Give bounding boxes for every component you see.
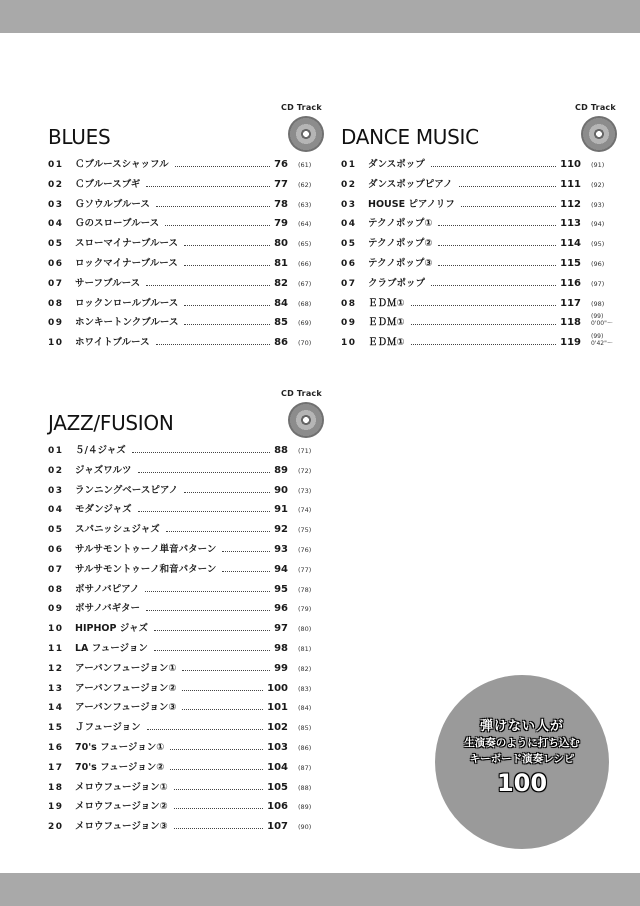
item-track: (62) bbox=[298, 180, 312, 189]
item-page: 80 bbox=[274, 238, 288, 250]
item-title: ５/４ジャズ bbox=[75, 445, 126, 456]
leader-dots bbox=[222, 551, 270, 552]
item-number: 03 bbox=[48, 199, 64, 210]
item-track: (67) bbox=[298, 279, 312, 288]
toc-row bbox=[341, 313, 626, 330]
item-track: (75) bbox=[298, 526, 312, 535]
item-track: (81) bbox=[298, 645, 312, 653]
toc-row bbox=[48, 464, 333, 478]
toc-row bbox=[48, 178, 333, 192]
item-track: (72) bbox=[298, 466, 312, 475]
item-page: 81 bbox=[274, 258, 288, 269]
item-title: アーバンフュージョン② bbox=[75, 682, 177, 694]
item-track: (63) bbox=[298, 200, 312, 209]
item-page: 88 bbox=[274, 445, 288, 456]
item-title: テクノポップ② bbox=[368, 238, 433, 250]
item-number: 04 bbox=[48, 505, 64, 516]
item-title: Ｃブルースブギ bbox=[75, 178, 141, 190]
item-title: アーバンフュージョン① bbox=[75, 662, 177, 674]
toc-row bbox=[48, 217, 333, 231]
leader-dots bbox=[411, 324, 556, 325]
leader-dots bbox=[459, 186, 556, 187]
leader-dots bbox=[174, 808, 263, 809]
toc-row bbox=[48, 800, 333, 814]
leader-dots bbox=[156, 206, 270, 207]
item-title: ジャズワルツ bbox=[75, 464, 132, 476]
item-page: 100 bbox=[267, 682, 288, 694]
item-track: (61) bbox=[298, 161, 312, 169]
item-number: 07 bbox=[48, 278, 64, 289]
item-title: メロウフュージョン① bbox=[75, 781, 168, 793]
item-number: 04 bbox=[341, 219, 357, 230]
toc-row bbox=[48, 563, 333, 577]
item-number: 06 bbox=[341, 259, 357, 269]
toc-row bbox=[48, 781, 333, 795]
item-number: 05 bbox=[48, 525, 64, 536]
item-track: (85) bbox=[298, 724, 312, 733]
item-number: 12 bbox=[48, 663, 64, 674]
item-page: 93 bbox=[274, 544, 288, 555]
item-page: 92 bbox=[274, 524, 288, 536]
toc-row bbox=[48, 444, 333, 458]
toc-row bbox=[341, 178, 626, 192]
toc-row bbox=[48, 543, 333, 557]
item-title: ダンスポップ bbox=[368, 159, 425, 170]
item-track: (65) bbox=[298, 240, 312, 249]
badge-line-2: 生演奏のように打ち込む bbox=[464, 737, 580, 749]
leader-dots bbox=[184, 492, 270, 493]
item-page: 94 bbox=[274, 563, 288, 575]
toc-row bbox=[341, 257, 626, 271]
toc-row bbox=[48, 158, 333, 172]
item-track-time: 0'42"～ bbox=[591, 340, 613, 348]
item-title: ダンスポップピアノ bbox=[368, 178, 453, 190]
item-page: 82 bbox=[274, 277, 288, 289]
leader-dots bbox=[184, 265, 270, 266]
toc-row bbox=[48, 277, 333, 291]
item-number: 05 bbox=[48, 239, 64, 250]
toc-row bbox=[341, 333, 626, 350]
leader-dots bbox=[182, 690, 263, 691]
item-page: 79 bbox=[274, 218, 288, 230]
item-track: (89) bbox=[298, 803, 312, 812]
section-title: BLUES bbox=[48, 125, 111, 149]
item-number: 01 bbox=[341, 160, 357, 170]
item-track: (82) bbox=[298, 664, 312, 673]
item-track: (64) bbox=[298, 220, 312, 229]
toc-row bbox=[48, 336, 333, 350]
book-title-badge bbox=[435, 675, 609, 849]
item-page: 95 bbox=[274, 583, 288, 595]
leader-dots bbox=[165, 225, 270, 226]
item-track: (77) bbox=[298, 565, 312, 574]
item-track: (90) bbox=[298, 823, 312, 832]
item-title: 70's フュージョン② bbox=[75, 761, 165, 773]
item-title: ボサノバギター bbox=[75, 603, 140, 615]
leader-dots bbox=[174, 828, 263, 829]
item-number: 08 bbox=[48, 584, 64, 595]
item-number: 02 bbox=[341, 179, 357, 190]
item-title: クラブポップ bbox=[368, 277, 426, 289]
item-number: 08 bbox=[48, 298, 64, 309]
leader-dots bbox=[147, 729, 263, 730]
item-title: ＥＤＭ① bbox=[368, 337, 405, 349]
leader-dots bbox=[184, 305, 270, 306]
item-page: 119 bbox=[560, 337, 581, 349]
item-track: (99) bbox=[591, 333, 604, 341]
cd-disc-icon bbox=[288, 116, 324, 152]
item-page: 106 bbox=[267, 801, 288, 813]
item-title: 70's フュージョン① bbox=[75, 742, 165, 753]
item-number: 13 bbox=[48, 683, 64, 694]
item-title: ロックマイナーブルース bbox=[75, 258, 178, 269]
leader-dots bbox=[175, 166, 270, 167]
item-page: 112 bbox=[560, 198, 581, 210]
toc-row bbox=[48, 583, 333, 597]
item-track: (71) bbox=[298, 447, 312, 455]
toc-row bbox=[48, 523, 333, 537]
item-track: (87) bbox=[298, 763, 312, 772]
item-track: (96) bbox=[591, 260, 605, 268]
section-title: DANCE MUSIC bbox=[341, 125, 479, 149]
item-number: 19 bbox=[48, 802, 64, 813]
leader-dots bbox=[145, 591, 270, 592]
item-page: 111 bbox=[560, 178, 581, 190]
item-page: 103 bbox=[267, 742, 288, 753]
item-number: 16 bbox=[48, 743, 64, 753]
item-page: 89 bbox=[274, 464, 288, 476]
item-title: メロウフュージョン② bbox=[75, 801, 168, 813]
item-number: 14 bbox=[48, 703, 64, 714]
item-number: 09 bbox=[341, 318, 357, 329]
item-page: 99 bbox=[274, 662, 288, 674]
toc-row bbox=[48, 622, 333, 636]
item-track-time: 0'00"～ bbox=[591, 320, 613, 328]
item-title: サーフブルース bbox=[75, 277, 141, 289]
toc-row bbox=[48, 761, 333, 775]
item-number: 06 bbox=[48, 259, 64, 269]
item-page: 107 bbox=[267, 821, 288, 833]
leader-dots bbox=[461, 206, 556, 207]
item-page: 113 bbox=[560, 218, 581, 230]
item-track: (94) bbox=[591, 220, 605, 229]
item-title: スパニッシュジャズ bbox=[75, 524, 160, 536]
top-band bbox=[0, 0, 640, 33]
leader-dots bbox=[146, 610, 270, 611]
item-page: 105 bbox=[267, 781, 288, 793]
item-page: 117 bbox=[560, 297, 581, 309]
toc-row bbox=[48, 701, 333, 715]
bottom-band bbox=[0, 873, 640, 906]
item-track: (66) bbox=[298, 260, 312, 268]
item-page: 86 bbox=[274, 337, 288, 349]
item-title: スローマイナーブルース bbox=[75, 238, 178, 250]
leader-dots bbox=[146, 285, 270, 286]
item-title: モダンジャズ bbox=[75, 504, 132, 516]
item-track: (99) bbox=[591, 313, 604, 321]
toc-row bbox=[48, 642, 333, 656]
item-title: テクノポップ③ bbox=[368, 258, 433, 269]
item-title: Ｊフュージョン bbox=[75, 722, 141, 734]
item-number: 01 bbox=[48, 446, 64, 456]
toc-row bbox=[48, 316, 333, 330]
leader-dots bbox=[132, 452, 270, 453]
leader-dots bbox=[438, 225, 556, 226]
toc-row bbox=[48, 602, 333, 616]
badge-line-1: 弾けない人が bbox=[479, 719, 564, 734]
leader-dots bbox=[431, 166, 556, 167]
item-title: ランニングベースピアノ bbox=[75, 484, 179, 496]
leader-dots bbox=[146, 186, 270, 187]
item-title: ＥＤＭ① bbox=[368, 317, 405, 329]
item-page: 110 bbox=[560, 159, 581, 170]
badge-line-4: 100 bbox=[496, 769, 548, 797]
item-number: 09 bbox=[48, 604, 64, 615]
item-title: アーバンフュージョン③ bbox=[75, 702, 177, 714]
leader-dots bbox=[222, 571, 270, 572]
leader-dots bbox=[184, 245, 270, 246]
leader-dots bbox=[170, 769, 263, 770]
item-number: 08 bbox=[341, 298, 357, 309]
leader-dots bbox=[182, 709, 263, 710]
item-page: 85 bbox=[274, 317, 288, 329]
item-title: Ｇのスローブルース bbox=[75, 218, 160, 230]
toc-row bbox=[48, 198, 333, 212]
item-track: (68) bbox=[298, 299, 312, 308]
item-track-with-time bbox=[591, 333, 613, 347]
leader-dots bbox=[138, 472, 270, 473]
cd-disc-icon bbox=[581, 116, 617, 152]
section-title: JAZZ/FUSION bbox=[48, 411, 174, 435]
item-page: 77 bbox=[274, 178, 288, 190]
item-page: 115 bbox=[560, 258, 581, 269]
item-track: (73) bbox=[298, 486, 312, 495]
leader-dots bbox=[431, 285, 556, 286]
leader-dots bbox=[174, 789, 263, 790]
item-track: (69) bbox=[298, 319, 312, 328]
leader-dots bbox=[182, 670, 270, 671]
item-title: サルサモントゥーノ和音パターン bbox=[75, 563, 217, 575]
item-page: 91 bbox=[274, 504, 288, 516]
leader-dots bbox=[154, 650, 270, 651]
item-number: 06 bbox=[48, 545, 64, 555]
item-page: 90 bbox=[274, 484, 288, 496]
item-number: 10 bbox=[48, 338, 64, 349]
leader-dots bbox=[411, 344, 556, 345]
item-page: 114 bbox=[560, 238, 581, 250]
item-page: 104 bbox=[267, 761, 288, 773]
item-number: 04 bbox=[48, 219, 64, 230]
item-page: 76 bbox=[274, 159, 288, 170]
item-page: 102 bbox=[267, 722, 288, 734]
toc-row bbox=[48, 721, 333, 735]
toc-row bbox=[48, 503, 333, 517]
item-number: 05 bbox=[341, 239, 357, 250]
leader-dots bbox=[184, 324, 270, 325]
item-track: (91) bbox=[591, 161, 605, 169]
item-title: Ｇソウルブルース bbox=[75, 198, 150, 210]
item-page: 96 bbox=[274, 603, 288, 615]
item-title: テクノポップ① bbox=[368, 218, 433, 230]
toc-row bbox=[48, 484, 333, 498]
toc-row bbox=[48, 237, 333, 251]
item-number: 02 bbox=[48, 179, 64, 190]
item-number: 03 bbox=[341, 199, 357, 210]
item-title: サルサモントゥーノ単音パターン bbox=[75, 544, 217, 555]
leader-dots bbox=[166, 531, 270, 532]
item-title: ホワイトブルース bbox=[75, 337, 150, 349]
item-track: (97) bbox=[591, 279, 605, 288]
item-track: (83) bbox=[298, 684, 312, 693]
item-track: (93) bbox=[591, 200, 605, 209]
item-page: 78 bbox=[274, 198, 288, 210]
item-page: 98 bbox=[274, 643, 288, 654]
item-track: (74) bbox=[298, 506, 312, 515]
item-track: (88) bbox=[298, 783, 312, 792]
toc-row bbox=[48, 662, 333, 676]
item-track: (76) bbox=[298, 546, 312, 554]
item-track-with-time bbox=[591, 313, 613, 327]
toc-row bbox=[341, 158, 626, 172]
item-title: HIPHOP ジャズ bbox=[75, 623, 149, 635]
item-title: LA フュージョン bbox=[75, 643, 148, 654]
badge-line-3: キーボード演奏レシピ bbox=[469, 753, 575, 765]
leader-dots bbox=[154, 630, 270, 631]
item-page: 84 bbox=[274, 297, 288, 309]
item-page: 97 bbox=[274, 623, 288, 635]
leader-dots bbox=[156, 344, 270, 345]
item-track: (84) bbox=[298, 704, 312, 713]
item-page: 101 bbox=[267, 702, 288, 714]
item-number: 18 bbox=[48, 782, 64, 793]
toc-row bbox=[48, 820, 333, 834]
leader-dots bbox=[438, 245, 556, 246]
toc-row bbox=[48, 297, 333, 311]
item-title: メロウフュージョン③ bbox=[75, 821, 168, 833]
leader-dots bbox=[170, 749, 263, 750]
item-title: HOUSE ピアノリフ bbox=[368, 198, 455, 210]
item-title: ホンキートンクブルース bbox=[75, 317, 179, 329]
item-page: 118 bbox=[560, 317, 581, 329]
item-title: ロックンロールブルース bbox=[75, 297, 179, 309]
toc-row bbox=[341, 198, 626, 212]
toc-row bbox=[48, 741, 333, 755]
toc-row bbox=[341, 237, 626, 251]
item-number: 20 bbox=[48, 822, 64, 833]
item-track: (79) bbox=[298, 605, 312, 614]
item-number: 07 bbox=[341, 278, 357, 289]
item-number: 03 bbox=[48, 485, 64, 496]
item-track: (70) bbox=[298, 339, 312, 348]
toc-row bbox=[48, 257, 333, 271]
item-title: ボサノバピアノ bbox=[75, 583, 140, 595]
item-track: (86) bbox=[298, 744, 312, 752]
item-number: 02 bbox=[48, 465, 64, 476]
item-number: 10 bbox=[341, 338, 357, 349]
item-number: 09 bbox=[48, 318, 64, 329]
item-number: 10 bbox=[48, 624, 64, 635]
cd-disc-icon bbox=[288, 402, 324, 438]
toc-row bbox=[341, 217, 626, 231]
item-number: 01 bbox=[48, 160, 64, 170]
item-title: Ｃブルースシャッフル bbox=[75, 159, 169, 170]
item-number: 17 bbox=[48, 762, 64, 773]
cd-track-label: CD Track bbox=[575, 103, 616, 112]
leader-dots bbox=[438, 265, 556, 266]
item-title: ＥＤＭ① bbox=[368, 297, 405, 309]
item-track: (95) bbox=[591, 240, 605, 249]
item-page: 116 bbox=[560, 277, 581, 289]
item-track: (78) bbox=[298, 585, 312, 594]
toc-row bbox=[341, 277, 626, 291]
toc-row bbox=[341, 297, 626, 311]
cd-track-label: CD Track bbox=[281, 389, 322, 398]
item-track: (92) bbox=[591, 180, 605, 189]
item-number: 11 bbox=[48, 644, 64, 654]
toc-row bbox=[48, 682, 333, 696]
item-number: 15 bbox=[48, 723, 64, 734]
item-track: (98) bbox=[591, 299, 605, 308]
item-number: 07 bbox=[48, 564, 64, 575]
leader-dots bbox=[411, 305, 556, 306]
item-track: (80) bbox=[298, 625, 312, 634]
leader-dots bbox=[138, 511, 270, 512]
cd-track-label: CD Track bbox=[281, 103, 322, 112]
